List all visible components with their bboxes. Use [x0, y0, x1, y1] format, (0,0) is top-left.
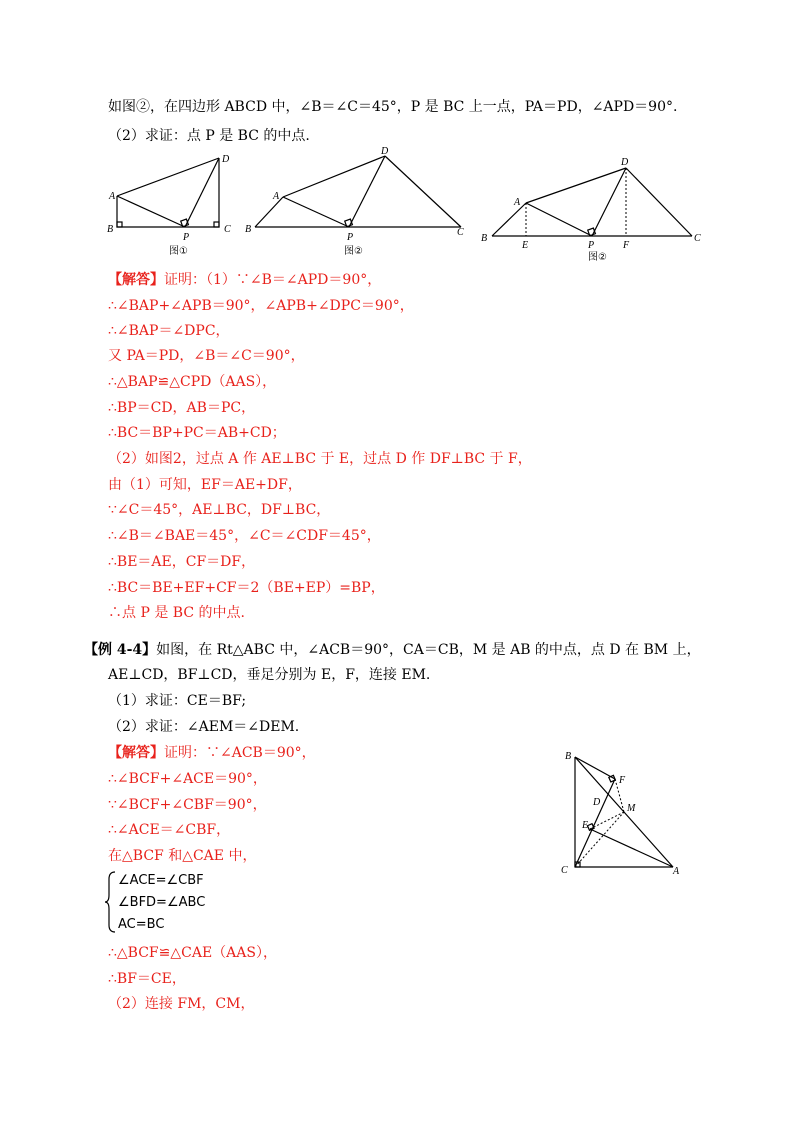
- fig3-label-F: F: [623, 240, 630, 251]
- fig4-label-C: C: [561, 865, 568, 876]
- solution2-l6: ∴△BCF≌△CAE（AAS），: [108, 945, 277, 961]
- solution1-l4: 又 PA＝PD，∠B＝∠C＝90°，: [108, 348, 305, 364]
- fig4-label-D: D: [593, 797, 601, 808]
- solution2-l3: ∵∠BCF+∠CBF＝90°，: [108, 797, 267, 813]
- solution2-l8: （2）连接 FM，CM，: [108, 996, 255, 1012]
- fig2-label-P: P: [347, 232, 354, 243]
- solution1-l1: 证明：（1）∵∠B＝∠APD＝90°，: [164, 272, 382, 288]
- fig1-label-C: C: [224, 224, 231, 235]
- solution1-l6: ∴BP＝CD，AB＝PC，: [108, 400, 256, 416]
- system-line-2: ∠BFD=∠ABC: [118, 895, 206, 910]
- solution1-l9: 由（1）可知，EF＝AE+DF，: [108, 477, 302, 493]
- solution1-l2: ∴∠BAP+∠APB＝90°，∠APB+∠DPC＝90°，: [108, 298, 414, 314]
- fig1-label-B: B: [107, 224, 114, 235]
- fig3-label-P: P: [588, 240, 595, 251]
- solution1-l3: ∴∠BAP＝∠DPC，: [108, 323, 230, 339]
- fig2-label-C: C: [457, 227, 464, 238]
- solution1-l5: ∴△BAP≌△CPD（AAS），: [108, 374, 277, 390]
- solution2-l2: ∴∠BCF+∠ACE＝90°，: [108, 771, 267, 787]
- solution1-heading: 【解答】: [108, 272, 164, 288]
- fig3-label-D: D: [621, 157, 629, 168]
- solution1-line-1: [108, 271, 381, 289]
- problem1-intro: 如图②，在四边形 ABCD 中，∠B＝∠C＝45°，P 是 BC 上一点，PA＝PD，∠APD＝90°.: [108, 99, 678, 115]
- fig2-label-A: A: [273, 191, 280, 202]
- fig4-label-M: M: [627, 803, 636, 814]
- fig1-label-A: A: [109, 191, 116, 202]
- fig1-caption: 图①: [169, 246, 188, 257]
- solution2-l5: 在△BCF 和△CAE 中，: [108, 848, 257, 864]
- solution2-heading: 【解答】: [108, 745, 164, 761]
- problem2-heading: 【例 4-4】: [84, 642, 157, 658]
- solution2-l1: 证明：∵∠ACB＝90°，: [164, 745, 316, 761]
- problem2-question-1: （1）求证：CE＝BF;: [108, 693, 247, 709]
- fig1-label-P: P: [183, 232, 190, 243]
- solution1-l13: ∴BC＝BE+EF+CF＝2（BE+EP）=BP，: [108, 580, 385, 596]
- fig2-caption: 图②: [344, 246, 363, 257]
- fig2-label-D: D: [381, 146, 389, 157]
- fig4-label-F: F: [619, 775, 626, 786]
- solution1-l8: （2）如图2，过点 A 作 AE⊥BC 于 E，过点 D 作 DF⊥BC 于 F，: [108, 451, 532, 467]
- solution2-line-1: [108, 744, 316, 762]
- problem2-l2: AE⊥CD，BF⊥CD，垂足分别为 E，F，连接 EM.: [108, 667, 431, 683]
- system-brace: [104, 871, 118, 933]
- problem2-question-2: （2）求证：∠AEM＝∠DEM.: [108, 719, 300, 735]
- solution1-l7: ∴BC＝BP+PC＝AB+CD；: [108, 425, 286, 441]
- figure-3: [478, 154, 708, 266]
- fig3-label-A: A: [514, 197, 521, 208]
- system-line-1: ∠ACE=∠CBF: [118, 873, 204, 888]
- figure-1: [105, 148, 240, 260]
- problem1-question-2: （2）求证：点 P 是 BC 的中点.: [108, 128, 310, 144]
- solution1-l14: ∴点 P 是 BC 的中点.: [108, 605, 245, 621]
- fig4-label-E: E: [582, 820, 589, 831]
- fig4-label-B: B: [565, 751, 572, 762]
- solution2-l7: ∴BF＝CE，: [108, 971, 186, 987]
- fig3-caption: 图②: [588, 252, 607, 263]
- fig2-label-B: B: [245, 224, 252, 235]
- fig1-label-D: D: [222, 154, 230, 165]
- solution1-l11: ∴∠B＝∠BAE＝45°，∠C＝∠CDF＝45°，: [108, 528, 381, 544]
- figure-4: [555, 745, 690, 880]
- solution1-l12: ∴BE＝AE，CF＝DF，: [108, 554, 256, 570]
- figure-2: [243, 143, 473, 261]
- fig3-label-E: E: [522, 240, 529, 251]
- problem2-line-1: [84, 641, 701, 659]
- fig3-label-B: B: [481, 233, 488, 244]
- fig3-label-C: C: [694, 233, 701, 244]
- solution1-l10: ∵∠C＝45°，AE⊥BC，DF⊥BC，: [108, 502, 331, 518]
- fig4-label-A: A: [673, 866, 680, 877]
- solution2-l4: ∴∠ACE＝∠CBF，: [108, 822, 231, 838]
- problem2-l1: 如图，在 Rt△ABC 中，∠ACB＝90°，CA＝CB，M 是 AB 的中点，点 D 在 BM 上，: [156, 642, 701, 658]
- system-line-3: AC=BC: [118, 917, 165, 932]
